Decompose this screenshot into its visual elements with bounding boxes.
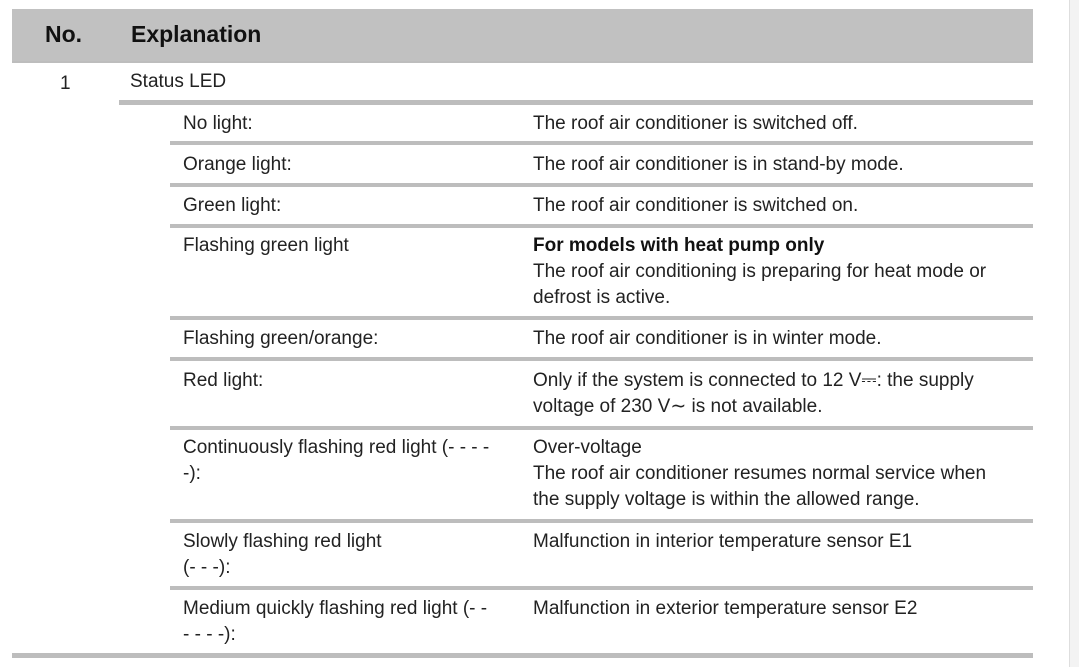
light-state-label: Orange light: [183,154,292,175]
row-divider [170,183,1033,187]
page-edge [1069,0,1079,667]
light-state-description: The roof air conditioner is in stand-by mode. [533,154,904,175]
divider [12,61,1033,63]
light-state-label: Green light: [183,195,282,216]
light-state-label: Slowly flashing red light (- - -): [183,531,382,578]
light-state-label: Continuously flashing red light (- - - - -): [183,437,490,484]
item-title: Status LED [130,71,227,92]
table-bottom-rule [12,653,1033,658]
row-divider [170,357,1033,361]
light-state-description: For models with heat pump only The roof air conditioning is preparing for heat mode or defrost is active. [533,233,1033,311]
light-state-description: Over-voltage The roof air conditioner resumes normal service when the supply voltage is within the allowed range. [533,437,987,510]
column-header-no: No. [45,21,83,47]
light-state-label: Red light: [183,370,264,391]
row-divider [170,224,1033,228]
item-number: 1 [60,73,71,94]
light-state-label: Flashing green/orange: [183,328,379,349]
light-state-description: Malfunction in exterior temperature sensor E2 [533,598,918,619]
light-state-description: The roof air conditioner is switched off. [533,113,858,134]
subtable-top-rule [119,100,1033,105]
row-divider [170,519,1033,523]
light-state-description: The roof air conditioner is switched on. [533,195,859,216]
light-state-label: Flashing green light [183,235,349,256]
light-state-description: Malfunction in interior temperature sensor E1 [533,531,913,552]
table-header [12,9,1033,61]
light-state-label: Medium quickly flashing red light (- - - - - -): [183,598,488,645]
row-divider [170,586,1033,590]
light-state-label: No light: [183,113,253,134]
light-state-description: The roof air conditioner is in winter mode. [533,328,882,349]
light-state-description: Only if the system is connected to 12 V⎓: the supply voltage of 230 V∼ is not available. [533,370,974,417]
column-header-explanation: Explanation [131,21,262,47]
row-divider [170,316,1033,320]
row-divider [170,426,1033,430]
note-heading: For models with heat pump only [533,235,825,256]
row-divider [170,141,1033,145]
